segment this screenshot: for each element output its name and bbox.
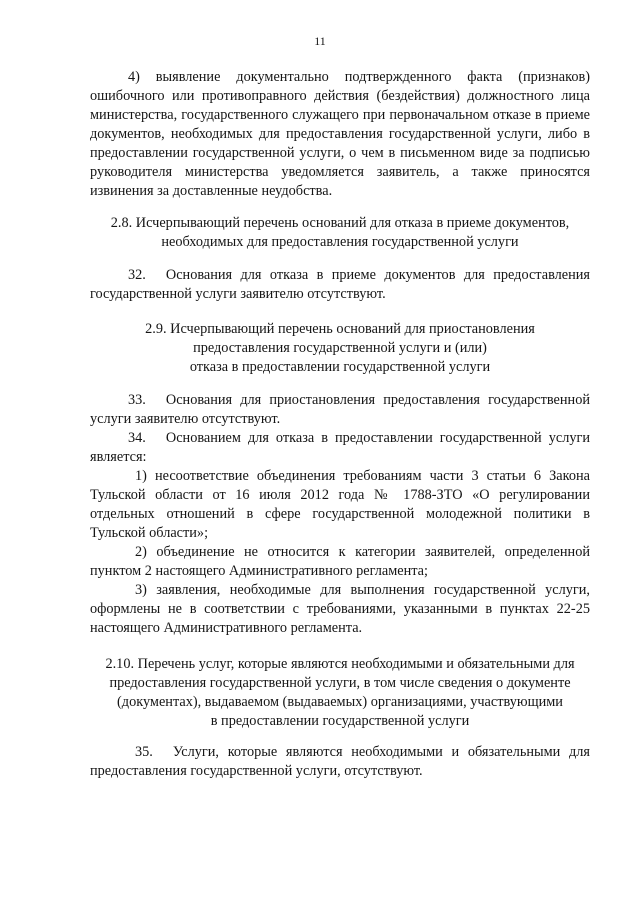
heading-2-9-line-1: 2.9. Исчерпывающий перечень оснований для приостановления [145, 321, 535, 337]
heading-2-9-line-2: предоставления государственной услуги и (или) [193, 340, 487, 356]
paragraphs-33-34 [90, 391, 590, 638]
paragraph-33-text: Основания для приостановления предоставления государственной услуги заявителю отсутствуют. [90, 392, 590, 427]
paragraph-34-item-1: 1) несоответствие объединения требованиям части 3 статьи 6 Закона Тульской области от 16 июля 2012 года № 1788-ЗТО «О регулировании отдельных отношений в сфере государственной молодежной политики в Тульской области»; [90, 468, 590, 541]
paragraph-32-number: 32. [128, 267, 146, 283]
heading-2-9-line-3: отказа в предоставлении государственной услуги [189, 359, 491, 375]
heading-2-10-line-3: (документах), выдаваемом (выдаваемых) организациями, участвующими [117, 694, 563, 710]
paragraph-32 [90, 266, 590, 304]
heading-2-10-line-4: в предоставлении государственной услуги [210, 713, 470, 729]
paragraph-4-text: 4) выявление документально подтвержденного факта (признаков) ошибочного или противоправного действия (бездействия) должностного лица министерства, государственного служащего при первоначальном отказе в приеме документов, необходимых для предоставления государственной услуги, либо в предоставлении государственной услуги, о чем в письменном виде за подписью руководителя министерства уведомляется заявитель, а также приносятся извинения за доставленные неудобства. [90, 69, 590, 199]
heading-2-10-line-1: 2.10. Перечень услуг, которые являются необходимыми и обязательными для [105, 656, 575, 672]
paragraph-35-text: Услуги, которые являются необходимыми и обязательными для предоставления государственной услуги, отсутствуют. [90, 744, 590, 779]
heading-2-8-line-2: необходимых для предоставления государственной услуги [161, 234, 519, 250]
paragraph-34-item-2: 2) объединение не относится к категории заявителей, определенной пунктом 2 настоящего Административного регламента; [90, 544, 590, 579]
heading-2-8 [90, 214, 590, 252]
paragraph-33-number: 33. [128, 392, 146, 408]
paragraph-34-text: Основанием для отказа в предоставлении государственной услуги является: [90, 430, 590, 465]
heading-2-8-line-1: 2.8. Исчерпывающий перечень оснований для отказа в приеме документов, [110, 215, 570, 231]
paragraph-4 [90, 68, 590, 201]
paragraph-34-number: 34. [128, 430, 146, 446]
heading-2-10-line-2: предоставления государственной услуги, в том числе сведения о документе [109, 675, 571, 691]
paragraph-32-text: Основания для отказа в приеме документов для предоставления государственной услуги заявителю отсутствуют. [90, 267, 590, 302]
page-number: 11 [314, 34, 326, 48]
paragraph-35-number: 35. [135, 744, 153, 760]
heading-2-10 [90, 655, 590, 731]
paragraph-35 [90, 743, 590, 781]
heading-2-9 [90, 320, 590, 377]
paragraph-34-item-3: 3) заявления, необходимые для выполнения государственной услуги, оформлены не в соответствии с требованиями, указанными в пунктах 22-25 настоящего Административного регламента. [90, 582, 590, 636]
